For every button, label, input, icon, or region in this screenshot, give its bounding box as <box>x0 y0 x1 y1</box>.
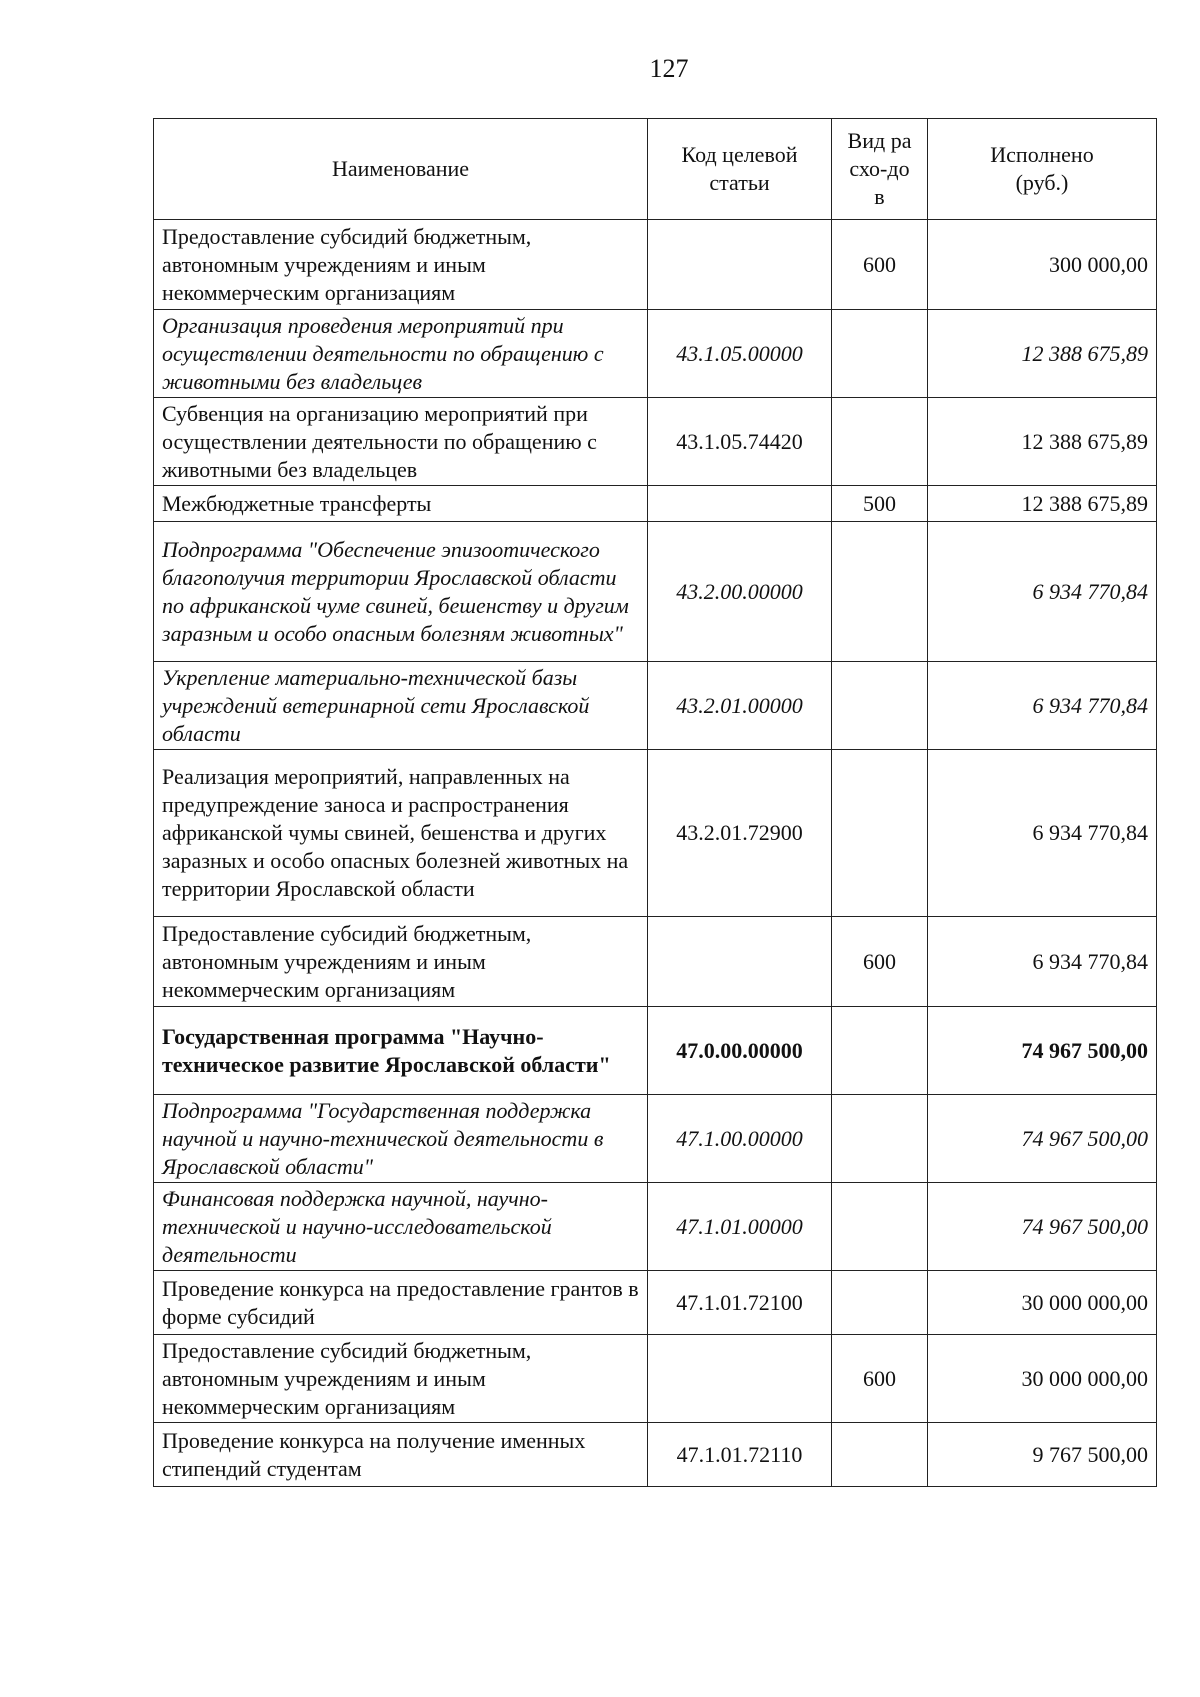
cell-name: Проведение конкурса на предоставление грантов в форме субсидий <box>154 1271 648 1335</box>
table-row <box>154 1183 1157 1271</box>
cell-type: 600 <box>832 917 928 1007</box>
header-code <box>648 119 832 220</box>
cell-code: 43.2.01.00000 <box>648 662 832 750</box>
table-row <box>154 398 1157 486</box>
cell-amount: 74 967 500,00 <box>928 1095 1157 1183</box>
cell-amount: 74 967 500,00 <box>928 1183 1157 1271</box>
budget-table <box>153 118 1157 1487</box>
cell-code: 43.2.00.00000 <box>648 522 832 662</box>
cell-name: Укрепление материально-технической базы учреждений ветеринарной сети Ярославской области <box>154 662 648 750</box>
cell-name: Предоставление субсидий бюджетным, автономным учреждениям и иным некоммерческим организациям <box>154 220 648 310</box>
header-type <box>832 119 928 220</box>
cell-type <box>832 1423 928 1487</box>
cell-type: 500 <box>832 486 928 522</box>
cell-name: Реализация мероприятий, направленных на предупреждение заноса и распространения африканской чумы свиней, бешенства и других заразных и особо опасных болезней животных на территории Ярославской области <box>154 750 648 917</box>
cell-amount: 9 767 500,00 <box>928 1423 1157 1487</box>
page-number: 127 <box>649 54 689 83</box>
cell-amount: 6 934 770,84 <box>928 750 1157 917</box>
table-row <box>154 1095 1157 1183</box>
cell-code <box>648 486 832 522</box>
cell-code: 43.2.01.72900 <box>648 750 832 917</box>
table-row <box>154 1335 1157 1423</box>
cell-amount: 30 000 000,00 <box>928 1271 1157 1335</box>
cell-amount: 12 388 675,89 <box>928 310 1157 398</box>
cell-code: 47.1.01.72100 <box>648 1271 832 1335</box>
table-row <box>154 750 1157 917</box>
header-code-label: Код целевой статьи <box>681 142 798 195</box>
cell-type <box>832 310 928 398</box>
cell-code: 47.1.01.72110 <box>648 1423 832 1487</box>
cell-name: Подпрограмма "Государственная поддержка научной и научно-технической деятельности в Ярославской области" <box>154 1095 648 1183</box>
table-row <box>154 662 1157 750</box>
cell-name: Организация проведения мероприятий при осуществлении деятельности по обращению с животными без владельцев <box>154 310 648 398</box>
header-amount <box>928 119 1157 220</box>
table-body <box>154 220 1157 1487</box>
table-row <box>154 1423 1157 1487</box>
cell-amount: 6 934 770,84 <box>928 522 1157 662</box>
table-row <box>154 220 1157 310</box>
cell-code: 47.1.01.00000 <box>648 1183 832 1271</box>
cell-type <box>832 1007 928 1095</box>
cell-amount: 6 934 770,84 <box>928 917 1157 1007</box>
cell-amount: 30 000 000,00 <box>928 1335 1157 1423</box>
cell-amount: 12 388 675,89 <box>928 486 1157 522</box>
cell-name: Финансовая поддержка научной, научно-технической и научно-исследовательской деятельности <box>154 1183 648 1271</box>
table-row <box>154 1007 1157 1095</box>
table-row <box>154 486 1157 522</box>
cell-code: 47.1.00.00000 <box>648 1095 832 1183</box>
cell-type <box>832 522 928 662</box>
cell-code: 43.1.05.00000 <box>648 310 832 398</box>
cell-name: Субвенция на организацию мероприятий при осуществлении деятельности по обращению с животными без владельцев <box>154 398 648 486</box>
cell-code <box>648 220 832 310</box>
cell-type: 600 <box>832 1335 928 1423</box>
table-row <box>154 310 1157 398</box>
cell-type <box>832 662 928 750</box>
header-amount-label: Исполнено (руб.) <box>990 142 1094 195</box>
table-header-row <box>154 119 1157 220</box>
cell-code: 47.0.00.00000 <box>648 1007 832 1095</box>
cell-code: 43.1.05.74420 <box>648 398 832 486</box>
cell-type <box>832 398 928 486</box>
cell-type <box>832 1271 928 1335</box>
cell-code <box>648 1335 832 1423</box>
header-name: Наименование <box>154 119 648 220</box>
cell-amount: 74 967 500,00 <box>928 1007 1157 1095</box>
cell-name: Государственная программа "Научно-техническое развитие Ярославской области" <box>154 1007 648 1095</box>
header-type-label: Вид расхо-дов <box>847 128 912 209</box>
cell-name: Межбюджетные трансферты <box>154 486 648 522</box>
cell-type: 600 <box>832 220 928 310</box>
cell-amount: 6 934 770,84 <box>928 662 1157 750</box>
cell-type <box>832 1183 928 1271</box>
cell-amount: 12 388 675,89 <box>928 398 1157 486</box>
table-row <box>154 917 1157 1007</box>
cell-amount: 300 000,00 <box>928 220 1157 310</box>
cell-code <box>648 917 832 1007</box>
cell-type <box>832 1095 928 1183</box>
cell-name: Предоставление субсидий бюджетным, автономным учреждениям и иным некоммерческим организациям <box>154 917 648 1007</box>
table-row <box>154 522 1157 662</box>
table-row <box>154 1271 1157 1335</box>
cell-name: Подпрограмма "Обеспечение эпизоотического благополучия территории Ярославской области по африканской чуме свиней, бешенству и другим заразным и особо опасным болезням животных" <box>154 522 648 662</box>
cell-name: Проведение конкурса на получение именных стипендий студентам <box>154 1423 648 1487</box>
cell-name: Предоставление субсидий бюджетным, автономным учреждениям и иным некоммерческим организациям <box>154 1335 648 1423</box>
cell-type <box>832 750 928 917</box>
